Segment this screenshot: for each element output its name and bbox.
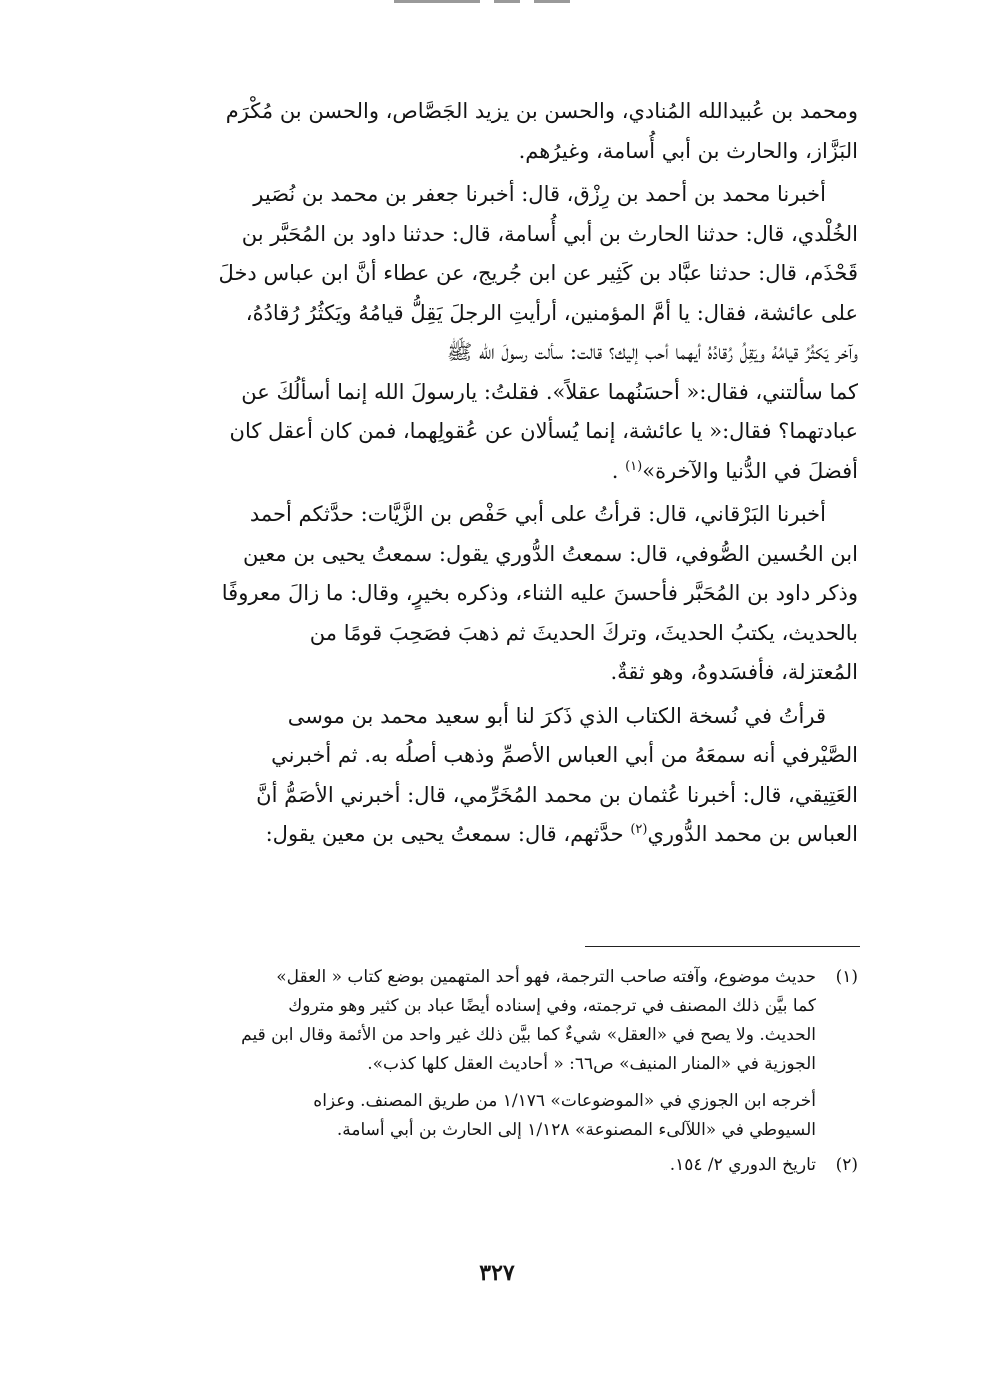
text-line: البَزَّاز، والحارث بن أبي أُسامة، وغيرُهم. [518,138,858,163]
footnote-number: (١) [835,967,858,987]
top-edge-marks [380,0,570,6]
footnotes [140,963,858,1180]
footnote-body [140,1151,816,1180]
text-line: أخبرنا محمد بن أحمد بن رِزْق، قال: أخبرنا جعفر بن محمد بن نُصَير [253,182,826,206]
footnote-1-continuation [140,1087,816,1145]
text-line: قرأتُ في نُسخة الكتاب الذي ذَكرَ لنا أبو سعيد محمد بن موسى [287,703,826,728]
text-line: كما سألتني، فقال:« أحسَنُهما عقلاً». فقلتُ: يارسولَ الله إنما أسألُكَ عن [241,379,858,404]
text-tail: حدَّثهم، قال: سمعتُ يحيى بن معين يقول: [265,822,631,846]
text-line: أفضلَ في الدُّنيا والآخرة» [642,458,858,483]
footnote-line: تاريخ الدوري ٢/ ١٥٤. [669,1155,816,1175]
text-line: العباس بن محمد الدُّوري [647,822,858,846]
footnote-line: حديث موضوع، وآفته صاحب الترجمة، فهو أحد المتهمين بوضع كتاب « العقل» [276,967,816,987]
footnote-line: الجوزية في «المنار المنيف» ص٦٦: « أحاديث العقل كلها كذب». [367,1054,816,1074]
text-line: بالحديث، يكتبُ الحديثَ، وتركَ الحديثَ ثم ذهبَ فصَحِبَ قومًا من [309,620,858,645]
footnote-line: السيوطي في «اللآلىء المصنوعة» ١/١٢٨ إلى الحارث بن أبي أسامة. [336,1120,816,1140]
text-tail: . [611,458,626,483]
footnote-reference: (١) [625,458,643,474]
footnote-body [140,963,816,1079]
main-text [140,92,858,855]
footnote-2 [140,1151,858,1180]
text-line: العَتِيقي، قال: أخبرنا عُثمان بن محمد المُخَرِّمي، قال: أخبرني الأصَمُّ أنَّ [256,782,858,807]
footnote-1 [140,963,858,1079]
text-line: قَحْذَم، قال: حدثنا عبَّاد بن كَثِير عن ابن جُريج، عن عطاء أنَّ ابن عباس دخلَ [218,261,858,285]
page-number: ٣٢٧ [479,1260,515,1286]
text-line: عبادتهما؟ فقال:« يا عائشة، إنما يُسألان عن عُقولِهما، فمن كان أعقل كان [229,419,858,443]
text-line: أخبرنا البَرْقاني، قال: قرأتُ على أبي حَفْص بن الزَّيَّات: حدَّثكم أحمد [249,502,826,526]
paragraph-4 [140,697,858,855]
text-line: الصَّيْرفي أنه سمعَهُ من أبي العباس الأصمِّ وذهب أصلُه به. ثم أخبرني [271,743,858,767]
text-line: وآخر يَكثُرُ قيامُهُ ويَقِلُ رُقادُهُ أيهما أحب إليك؟ قالت: سألت رسولَ الله ﷺ [446,340,858,364]
footnote-line: الحديث. ولا يصح في «العقل» شيءٌ كما بيَّن ذلك غير واحد من الأئمة وقال ابن قيم [241,1025,816,1045]
footnote-line: أخرجه ابن الجوزي في «الموضوعات» ١/١٧٦ من طريق المصنف. وعزاه [313,1091,816,1111]
text-line: المُعتزلة، فأفسَدوهُ، وهو ثقةٌ. [610,660,858,684]
paragraph-1 [140,92,858,171]
text-line: على عائشة، فقال: يا أمَّ المؤمنين، أرأيتِ الرجلَ يَقِلُّ قيامُهُ ويَكثُرُ رُقادُهُ، [245,300,858,325]
text-line: وذكر داود بن المُحَبَّر فأحسنَ عليه الثناء، وذكره بخيرٍ، وقال: ما زالَ معروفًا [221,581,858,605]
footnote-reference: (٢) [630,822,648,837]
paragraph-2 [140,175,858,491]
text-line: الخُلْدي، قال: حدثنا الحارث بن أبي أُسامة، قال: حدثنا داود بن المُحَبَّر بن [241,221,858,246]
footnote-number: (٢) [835,1155,858,1175]
text-line: ومحمد بن عُبيدالله المُنادي، والحسن بن يزيد الجَصَّاص، والحسن بن مُكْرَم [225,99,858,123]
text-line: ابن الحُسين الصُّوفي، قال: سمعتُ الدُّوري يقول: سمعتُ يحيى بن معين [242,541,858,566]
footnote-line: كما بيَّن ذلك المصنف في ترجمته، وفي إسناده أيضًا عباد بن كثير وهو متروك [288,996,816,1016]
paragraph-3 [140,495,858,693]
footnote-separator [585,946,860,947]
